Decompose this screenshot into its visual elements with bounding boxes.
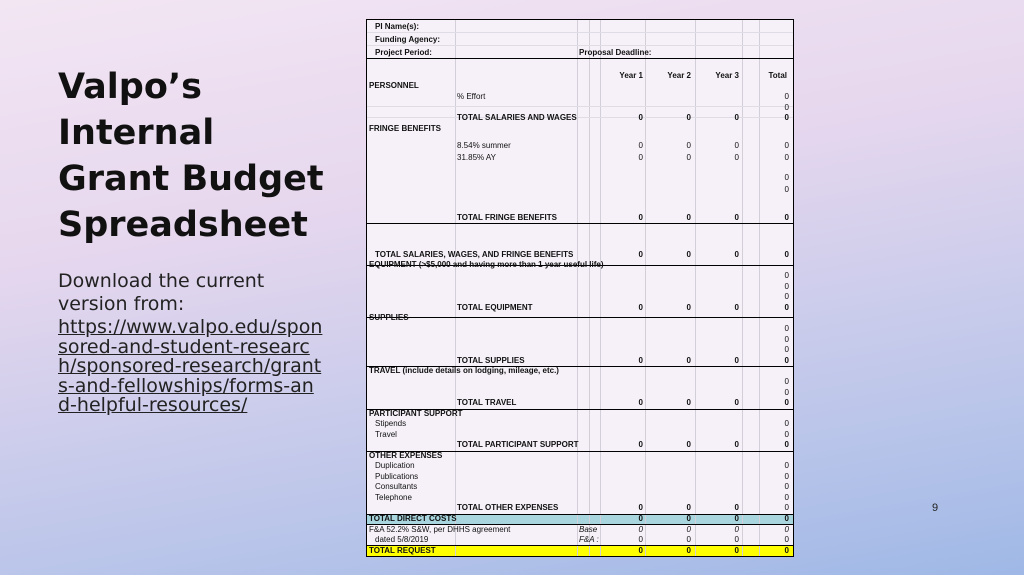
cell-year1: 0 (638, 440, 643, 449)
cell-total: 0 (784, 398, 789, 407)
cell-year3: 0 (734, 525, 739, 534)
cell-year1: 0 (638, 356, 643, 365)
total-salaries-label: TOTAL SALARIES AND WAGES (457, 113, 577, 122)
cell-year2: 0 (686, 514, 691, 523)
base-label: Base (579, 525, 598, 534)
cell-year3: 0 (734, 250, 739, 259)
cell-year1: 0 (638, 153, 643, 162)
cell-total: 0 (784, 503, 789, 512)
participant-travel-label: Travel (375, 430, 397, 439)
cell-year3: 0 (734, 398, 739, 407)
cell-year2: 0 (686, 213, 691, 222)
cell-total: 0 (784, 388, 789, 397)
year3-header: Year 3 (715, 71, 739, 80)
stipends-label: Stipends (375, 419, 407, 428)
cell-year2: 0 (686, 153, 691, 162)
cell-year3: 0 (734, 440, 739, 449)
cell-year1: 0 (638, 503, 643, 512)
cell-year1: 0 (638, 141, 643, 150)
personnel-label: PERSONNEL (369, 81, 419, 90)
proposal-deadline-label: Proposal Deadline: (579, 48, 652, 57)
project-period-label: Project Period: (375, 48, 432, 57)
duplication-label: Duplication (375, 461, 415, 470)
cell-year2: 0 (686, 356, 691, 365)
cell-total: 0 (784, 173, 789, 182)
supplies-label: SUPPLIES (369, 313, 409, 322)
cell-year1: 0 (638, 213, 643, 222)
participant-label: PARTICIPANT SUPPORT (369, 409, 463, 418)
cell-total: 0 (784, 461, 789, 470)
total-travel-label: TOTAL TRAVEL (457, 398, 517, 407)
resources-link[interactable]: https://www.valpo.edu/sponsored-and-student-research/sponsored-research/grants-and-fellowships/forms-and-helpful-resources/ (58, 316, 323, 416)
download-text: Download the current version from: (58, 270, 265, 315)
effort-label: % Effort (457, 92, 486, 101)
travel-label: TRAVEL (include details on lodging, mileage, etc.) (369, 366, 559, 375)
total-supplies-label: TOTAL SUPPLIES (457, 356, 525, 365)
total-header: Total (768, 71, 787, 80)
total-participant-label: TOTAL PARTICIPANT SUPPORT (457, 440, 579, 449)
cell-total: 0 (784, 356, 789, 365)
cell-total: 0 (784, 377, 789, 386)
cell-total: 0 (784, 92, 789, 101)
cell-total: 0 (784, 153, 789, 162)
total-direct-label: TOTAL DIRECT COSTS (369, 514, 457, 523)
cell-year1: 0 (638, 303, 643, 312)
cell-total: 0 (784, 271, 789, 280)
total-sal-fringe-label: TOTAL SALARIES, WAGES, AND FRINGE BENEFITS (375, 250, 574, 259)
pi-name-label: PI Name(s): (375, 22, 420, 31)
year1-header: Year 1 (619, 71, 643, 80)
cell-total: 0 (784, 514, 789, 523)
cell-year3: 0 (734, 303, 739, 312)
fa-line1-label: F&A 52.2% S&W, per DHHS agreement (369, 525, 511, 534)
cell-total: 0 (784, 440, 789, 449)
cell-total: 0 (784, 250, 789, 259)
equipment-label: EQUIPMENT (>$5,000 and having more than 1 year useful life) (369, 260, 604, 269)
cell-year2: 0 (686, 525, 691, 534)
fa-label: F&A : (579, 535, 599, 544)
cell-year1: 0 (638, 514, 643, 523)
cell-year3: 0 (734, 546, 739, 555)
cell-year2: 0 (686, 113, 691, 122)
cell-total: 0 (784, 493, 789, 502)
download-instructions (58, 270, 323, 416)
fa-line2-label: dated 5/8/2019 (375, 535, 429, 544)
cell-year3: 0 (734, 113, 739, 122)
page-number: 9 (932, 502, 939, 514)
cell-year3: 0 (734, 153, 739, 162)
cell-year1: 0 (638, 525, 643, 534)
cell-year1: 0 (638, 546, 643, 555)
cell-total: 0 (784, 430, 789, 439)
cell-year1: 0 (638, 113, 643, 122)
cell-total: 0 (784, 213, 789, 222)
cell-year2: 0 (686, 141, 691, 150)
total-fringe-label: TOTAL FRINGE BENEFITS (457, 213, 558, 222)
cell-total: 0 (784, 345, 789, 354)
cell-total: 0 (784, 324, 789, 333)
cell-year2: 0 (686, 440, 691, 449)
telephone-label: Telephone (375, 493, 412, 502)
cell-total: 0 (784, 185, 789, 194)
total-equipment-label: TOTAL EQUIPMENT (457, 303, 533, 312)
cell-year2: 0 (686, 303, 691, 312)
publications-label: Publications (375, 472, 419, 481)
cell-year3: 0 (734, 503, 739, 512)
total-request-label: TOTAL REQUEST (369, 546, 436, 555)
cell-year3: 0 (734, 213, 739, 222)
fringe-label: FRINGE BENEFITS (369, 124, 442, 133)
cell-year1: 0 (638, 535, 643, 544)
cell-total: 0 (784, 113, 789, 122)
cell-year2: 0 (686, 398, 691, 407)
cell-year1: 0 (638, 398, 643, 407)
cell-year3: 0 (734, 141, 739, 150)
cell-total: 0 (784, 546, 789, 555)
cell-year3: 0 (734, 535, 739, 544)
cell-year3: 0 (734, 514, 739, 523)
cell-total: 0 (784, 292, 789, 301)
fringe-summer-label: 8.54% summer (457, 141, 511, 150)
cell-total: 0 (784, 482, 789, 491)
cell-year2: 0 (686, 546, 691, 555)
cell-total: 0 (784, 282, 789, 291)
fringe-ay-label: 31.85% AY (457, 153, 496, 162)
cell-total: 0 (784, 535, 789, 544)
cell-total: 0 (784, 335, 789, 344)
budget-spreadsheet (366, 19, 794, 557)
funding-agency-label: Funding Agency: (375, 35, 441, 44)
cell-total: 0 (784, 525, 789, 534)
consultants-label: Consultants (375, 482, 418, 491)
cell-year2: 0 (686, 250, 691, 259)
cell-total: 0 (784, 141, 789, 150)
cell-total: 0 (784, 419, 789, 428)
cell-year1: 0 (638, 250, 643, 259)
cell-total: 0 (784, 472, 789, 481)
cell-total: 0 (784, 303, 789, 312)
slide-title: Valpo’s Internal Grant Budget Spreadsheet (58, 67, 324, 245)
cell-year3: 0 (734, 356, 739, 365)
cell-year2: 0 (686, 535, 691, 544)
year2-header: Year 2 (667, 71, 691, 80)
other-label: OTHER EXPENSES (369, 451, 443, 460)
total-other-label: TOTAL OTHER EXPENSES (457, 503, 559, 512)
cell-total: 0 (784, 103, 789, 112)
cell-year2: 0 (686, 503, 691, 512)
